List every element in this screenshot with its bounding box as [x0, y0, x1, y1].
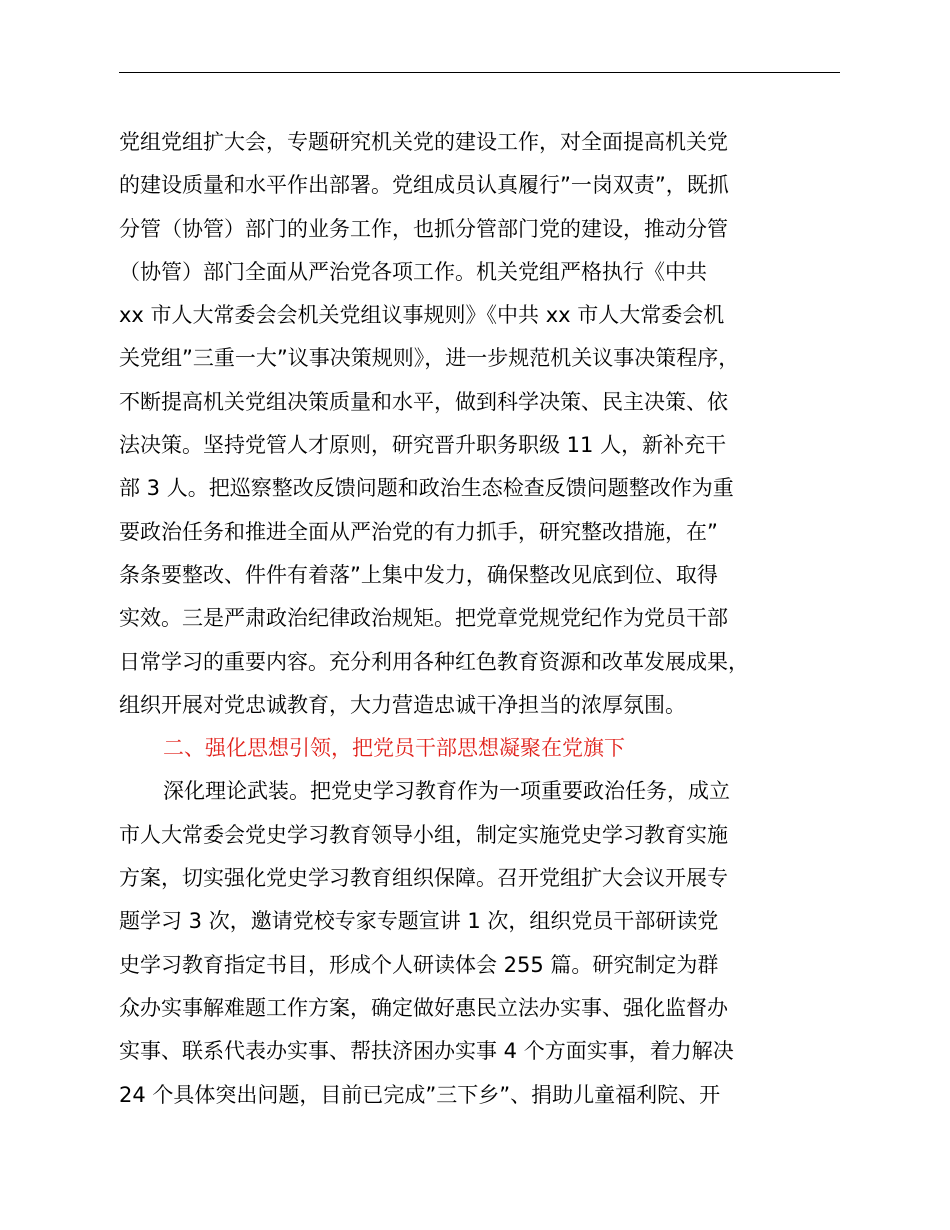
paragraph-2-line-5: 史学习教育指定书目，形成个人研读体会 255 篇。研究制定为群	[119, 952, 719, 977]
paragraph-1-line-5: xx 市人大常委会会机关党组议事规则》《中共 xx 市人大常委会机	[119, 303, 725, 328]
paragraph-1-line-10: 要政治任务和推进全面从严治党的有力抓手，研究整改措施，在”	[119, 519, 718, 544]
paragraph-1-line-8: 法决策。坚持党管人才原则，研究晋升职务职级 11 人，新补充干	[119, 433, 727, 458]
paragraph-1-line-7: 不断提高机关党组决策质量和水平，做到科学决策、民主决策、依	[119, 389, 728, 414]
section-heading: 二、强化思想引领，把党员干部思想凝聚在党旗下	[163, 736, 625, 761]
paragraph-2-line-7: 实事、联系代表办实事、帮扶济困办实事 4 个方面实事，着力解决	[119, 1039, 734, 1064]
paragraph-2-line-1: 深化理论武装。把党史学习教育作为一项重要政治任务，成立	[163, 779, 730, 804]
paragraph-2-line-6: 众办实事解难题工作方案，确定做好惠民立法办实事、强化监督办	[119, 995, 728, 1020]
paragraph-1-line-13: 日常学习的重要内容。充分利用各种红色教育资源和改革发展成果，	[119, 649, 749, 674]
paragraph-1-line-14: 组织开展对党忠诚教育，大力营造忠诚干净担当的浓厚氛围。	[119, 692, 686, 717]
paragraph-1-line-2: 的建设质量和水平作出部署。党组成员认真履行”一岗双责”，既抓	[119, 173, 729, 198]
paragraph-1-line-4: （协管）部门全面从严治党各项工作。机关党组严格执行《中共	[119, 259, 707, 284]
paragraph-1-line-1: 党组党组扩大会，专题研究机关党的建设工作，对全面提高机关党	[119, 130, 728, 154]
paragraph-1-line-12: 实效。三是严肃政治纪律政治规矩。把党章党规党纪作为党员干部	[119, 606, 728, 631]
paragraph-2-line-4: 题学习 3 次，邀请党校专家专题宣讲 1 次，组织党员干部研读党	[119, 909, 719, 934]
paragraph-1-line-6: 关党组”三重一大”议事决策规则》，进一步规范机关议事决策程序，	[119, 346, 740, 371]
paragraph-2-line-8: 24 个具体突出问题，目前已完成”三下乡”、捐助儿童福利院、开	[119, 1082, 721, 1107]
paragraph-1-line-3: 分管（协管）部门的业务工作，也抓分管部门党的建设，推动分管	[119, 216, 728, 241]
paragraph-2-line-3: 方案，切实强化党史学习教育组织保障。召开党组扩大会议开展专	[119, 866, 728, 891]
header-rule	[119, 72, 840, 73]
paragraph-1-line-9: 部 3 人。把巡察整改反馈问题和政治生态检查反馈问题整改作为重	[119, 476, 734, 501]
document-body	[119, 121, 845, 1117]
paragraph-2-line-2: 市人大常委会党史学习教育领导小组，制定实施党史学习教育实施	[119, 822, 728, 847]
paragraph-1-line-11: 条条要整改、件件有着落”上集中发力，确保整改见底到位、取得	[119, 562, 718, 587]
